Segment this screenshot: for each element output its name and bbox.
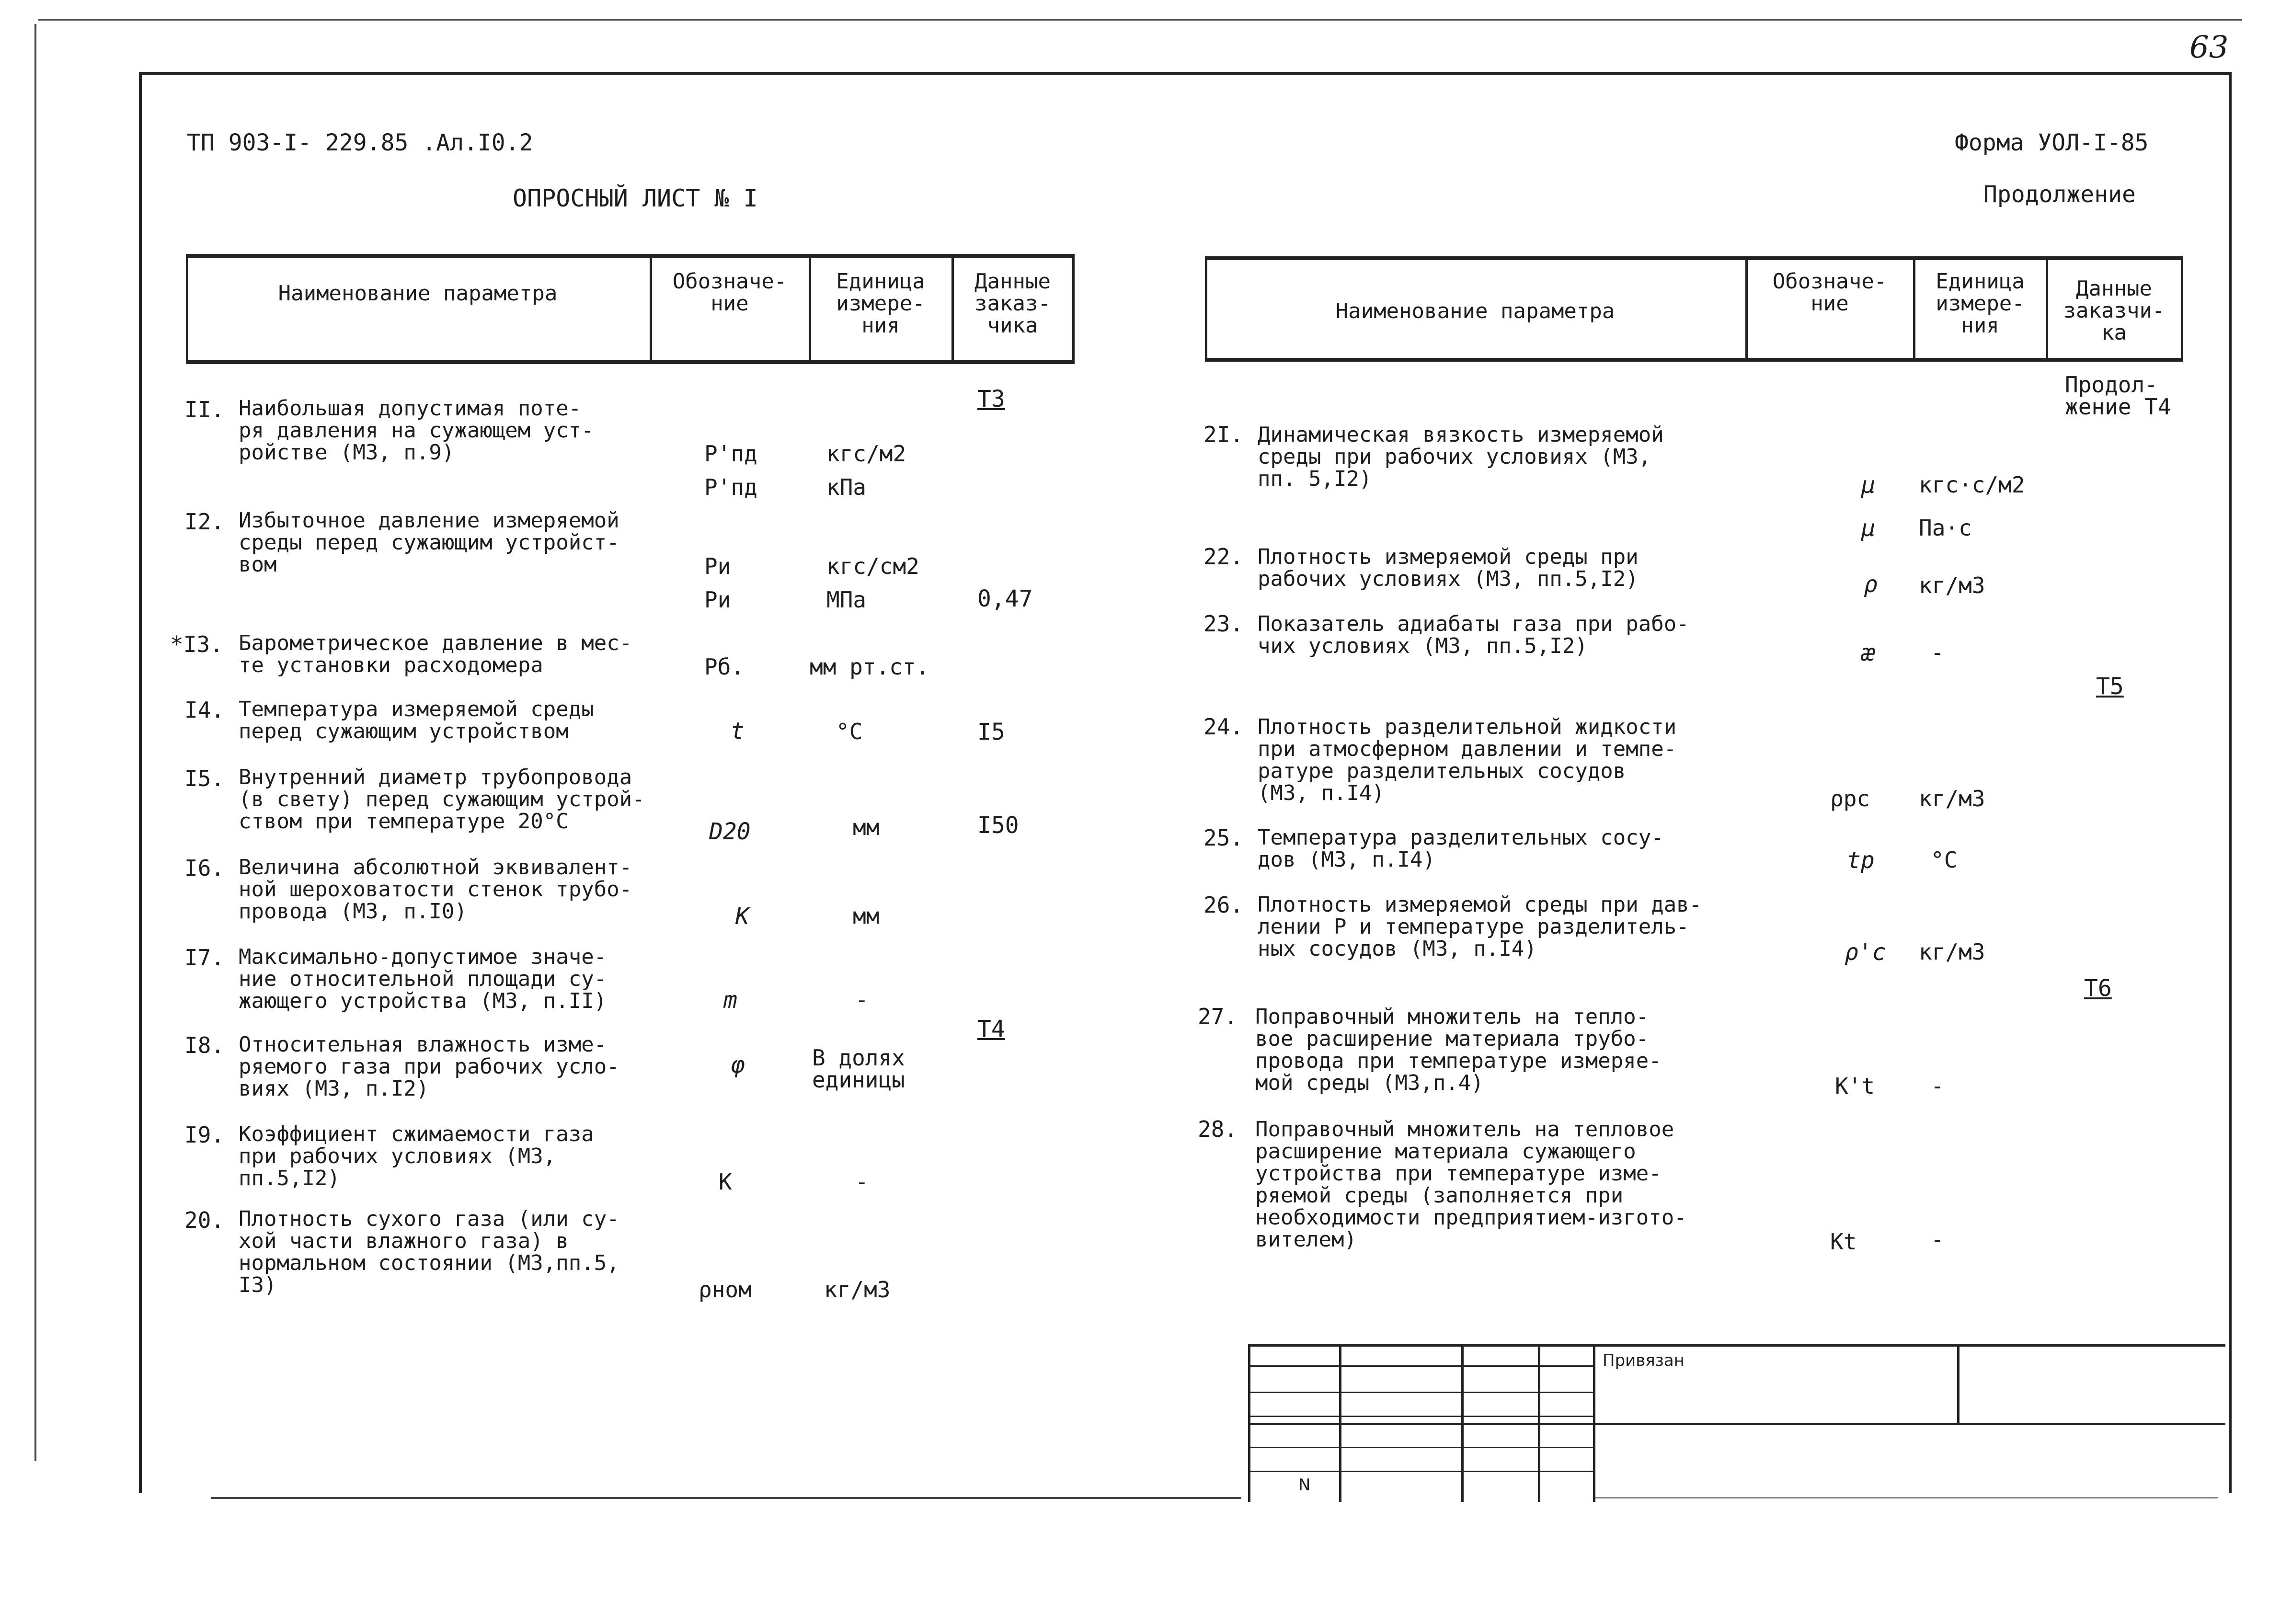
stamp-number-label: N [1298, 1475, 1311, 1495]
parameter-unit: кгс/см2 [826, 553, 919, 579]
parameter-name: Внутренний диаметр трубопровода (в свету) перед сужающим устрой- ством при температуре 20°C [239, 765, 645, 834]
row-number: 25. [1203, 825, 1244, 851]
parameter-unit: В долях единицы [812, 1045, 905, 1093]
continuation-label: Продолжение [1983, 181, 2136, 208]
parameter-symbol: m [723, 987, 737, 1014]
bottom-line [211, 1497, 1241, 1499]
row-number: 2I. [1203, 422, 1244, 447]
parameter-symbol: ρ'c [1845, 939, 1886, 966]
right-header-name: Наименование параметра [1335, 299, 1615, 323]
left-table-header [186, 254, 1075, 364]
row-number: 26. [1203, 892, 1244, 918]
parameter-symbol: P'пд [704, 441, 757, 467]
parameter-unit: - [1931, 1073, 1944, 1099]
parameter-unit: кг/м3 [1919, 572, 1985, 598]
parameter-name: Максимально-допустимое значе- ние относительной площади су- жающего устройства (МЗ, п.II) [239, 945, 607, 1013]
parameter-symbol: K't [1835, 1073, 1875, 1099]
parameter-unit: кг/м3 [824, 1277, 891, 1303]
parameter-unit: - [1931, 1226, 1944, 1252]
row-number: II. [184, 397, 225, 423]
right-header-unit: Единица измере- ния [1936, 269, 2025, 338]
customer-value: I50 [977, 812, 1019, 839]
stamp-bound-label: Привязан [1603, 1351, 1685, 1370]
parameter-symbol: K [735, 903, 749, 930]
parameter-symbol-alt: μ [1861, 515, 1875, 542]
parameter-unit: мм рт.ст. [810, 654, 929, 680]
bottom-line-right [1595, 1497, 2218, 1498]
row-number: I8. [184, 1032, 225, 1058]
parameter-symbol: K [719, 1169, 732, 1195]
parameter-name: Показатель адиабаты газа при рабо- чих условиях (МЗ, пп.5,I2) [1258, 612, 1689, 658]
parameter-name: Поправочный множитель на тепловое расширение материала сужающего устройства при температуре изме- ряемой среды (заполняется при необходимости предприятием-изгото- вителем) [1255, 1117, 1687, 1252]
row-number: 24. [1203, 714, 1244, 740]
row-number: 27. [1198, 1004, 1238, 1029]
left-header-name: Наименование параметра [278, 281, 558, 306]
parameter-symbol: tр [1847, 847, 1875, 874]
row-number: I4. [184, 697, 225, 723]
parameter-unit: мм [853, 903, 880, 929]
left-header-data: Данные заказ- чика [974, 269, 1051, 338]
parameter-name: Величина абсолютной эквивалент- ной шероховатости стенок трубо- провода (МЗ, п.I0) [239, 855, 632, 924]
row-number: 23. [1203, 611, 1244, 637]
continuation-note: Продол- жение T4 [2065, 372, 2171, 420]
row-number: I7. [184, 945, 225, 971]
left-header-unit: Единица измере- ния [836, 269, 925, 338]
parameter-symbol: æ [1861, 640, 1875, 666]
table-tag: T3 [977, 386, 1005, 412]
parameter-unit-alt: МПа [826, 587, 867, 613]
parameter-symbol: ρном [699, 1277, 752, 1303]
parameter-symbol-alt: P'пд [704, 474, 757, 500]
parameter-name: Плотность измеряемой среды при рабочих условиях (МЗ, пп.5,I2) [1258, 545, 1639, 591]
parameter-name: Динамическая вязкость измеряемой среды при рабочих условиях (МЗ, пп. 5,I2) [1258, 423, 1664, 491]
row-number: 20. [184, 1207, 225, 1233]
parameter-unit: - [855, 1169, 869, 1195]
parameter-unit: кгс/м2 [826, 441, 906, 467]
parameter-name: Плотность сухого газа (или су- хой части влажного газа) в нормальном состоянии (МЗ,пп.5, I3) [239, 1207, 619, 1297]
parameter-unit: °C [836, 719, 863, 744]
row-number: 22. [1203, 544, 1244, 570]
parameter-name: Наибольшая допустимая поте- ря давления на сужающем уст- ройстве (МЗ, п.9) [239, 396, 594, 465]
parameter-name: Коэффициент сжимаемости газа при рабочих условиях (МЗ, пп.5,I2) [239, 1122, 594, 1190]
outer-left-line [34, 24, 36, 1461]
parameter-unit: - [855, 987, 869, 1013]
parameter-symbol: D20 [709, 818, 751, 845]
parameter-name: Плотность разделительной жидкости при атмосферном давлении и темпе- ратуре разделительных сосудов (МЗ, п.I4) [1258, 715, 1677, 805]
title-block [1248, 1344, 2225, 1502]
row-number: I5. [184, 766, 225, 791]
parameter-symbol: φ [731, 1052, 745, 1078]
row-number: I9. [184, 1122, 225, 1148]
parameter-name: Температура разделительных сосу- дов (МЗ, п.I4) [1258, 825, 1664, 872]
left-header-symbol: Обозначе- ние [672, 269, 787, 316]
parameter-name: Плотность измеряемой среды при дав- лении P и температуре разделитель- ных сосудов (МЗ, п.I4) [1258, 892, 1702, 961]
parameter-symbol: t [731, 718, 745, 744]
parameter-name: Относительная влажность изме- ряемого газа при рабочих усло- виях (МЗ, п.I2) [239, 1032, 619, 1101]
parameter-unit: кгс·с/м2 [1919, 472, 2025, 498]
parameter-unit: кг/м3 [1919, 939, 1985, 965]
parameter-unit: кг/м3 [1919, 786, 1985, 812]
parameter-name: Избыточное давление измеряемой среды перед сужающим устройст- вом [239, 508, 619, 577]
parameter-unit-alt: Па·с [1919, 515, 1972, 541]
parameter-unit-alt: кПа [826, 474, 867, 500]
parameter-name: Температура измеряемой среды перед сужающим устройством [239, 697, 594, 743]
parameter-symbol: ρ [1864, 571, 1878, 598]
row-number: I2. [184, 509, 225, 535]
parameter-unit: мм [853, 814, 880, 840]
page-number: 63 [2189, 30, 2229, 65]
parameter-symbol: Pб. [704, 654, 745, 680]
document-code: ТП 903-I- 229.85 .Ал.I0.2 [187, 129, 533, 156]
parameter-name: Поправочный множитель на тепло- вое расширение материала трубо- провода при температуре измеряе- мой среды (МЗ,п.4) [1255, 1005, 1662, 1095]
row-number: *I3. [170, 631, 223, 657]
parameter-symbol: ρрс [1830, 786, 1870, 812]
right-header-data: Данные заказчи- ка [2063, 276, 2165, 345]
customer-value: I5 [977, 719, 1005, 745]
form-code: Форма УОЛ-I-85 [1955, 129, 2149, 156]
table-tag: T5 [2096, 673, 2124, 700]
table-tag: T6 [2084, 975, 2112, 1002]
right-header-symbol: Обозначе- ние [1772, 269, 1887, 316]
outer-top-line [38, 19, 2242, 21]
parameter-symbol-alt: Pи [704, 587, 731, 613]
parameter-unit: - [1931, 640, 1944, 665]
parameter-unit: °C [1931, 847, 1958, 873]
sheet-title: ОПРОСНЫЙ ЛИСТ № I [513, 184, 758, 212]
table-tag: T4 [977, 1016, 1005, 1042]
parameter-symbol: Kt [1830, 1229, 1857, 1255]
parameter-name: Барометрическое давление в мес- те установки расходомера [239, 631, 632, 677]
customer-value: 0,47 [977, 585, 1033, 612]
parameter-symbol: μ [1861, 472, 1875, 499]
row-number: I6. [184, 855, 225, 881]
parameter-symbol: Pи [704, 553, 731, 579]
row-number: 28. [1198, 1116, 1238, 1142]
right-table-header [1205, 256, 2183, 362]
